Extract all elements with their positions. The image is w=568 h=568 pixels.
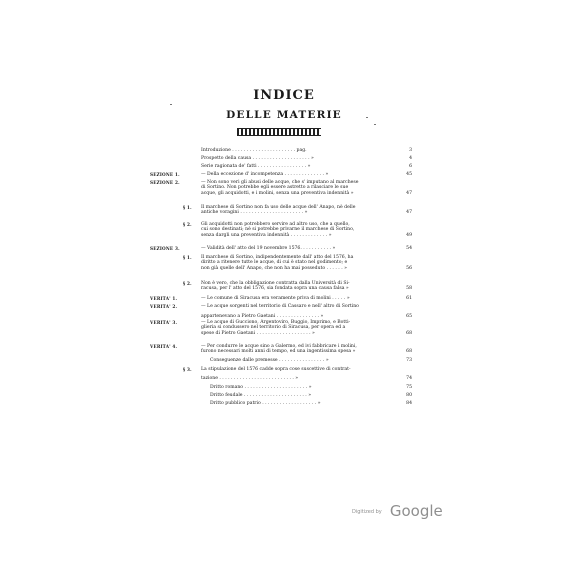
toc-entry [150,255,412,273]
toc-page-number: 80 [406,393,412,398]
watermark-brand: Google [389,502,443,520]
toc-section-label: SEZIONE 1. [150,172,180,177]
toc-section-label: SEZIONE 2. [150,180,180,185]
toc-page-number: 6 [409,164,412,169]
toc-entry-text: glieria si condussero nel territorio di Siracusa, per opera ed a [201,325,346,331]
toc-entry [150,180,412,198]
toc-entry-text: furono necessari molti anni di tempo, ed una ingentissima spesa » [201,349,356,355]
toc-entry-text: acque, gli acquidotti, e i molini, senza una preventiva indennità » [201,190,354,196]
toc-page-number: 75 [406,385,412,390]
toc-page-number: 54 [406,246,412,251]
toc-page-number: 47 [406,210,412,216]
toc-entry [150,367,412,379]
watermark-prefix: Digitized by [352,508,382,515]
page-title: INDICE [253,88,315,103]
toc-entry-text: di Sortino. Non potrebbe egli essere astretto a rilasciare le sue [201,185,349,191]
toc-entry-text: Serie ragionata de' fatti . . . . . . . . . . . . . . . . . » [201,164,311,169]
toc-entry-text: appartenevano a Pietro Gaetani . . . . . . . . . . . . . . . » [201,314,324,319]
google-digitized-watermark [352,501,443,520]
toc-section-label: VERITA' 3. [150,320,178,325]
toc-page-number: 56 [406,265,412,271]
toc-page-number: 3 [409,148,412,153]
toc-entry-text: — Le comune di Siracusa era veramente priva di molini . . . . . » [201,296,350,301]
toc-section-label: SEZIONE 3. [150,246,180,251]
toc-entry-text: tazione . . . . . . . . . . . . . . . . . . . . . . . . . . » [201,376,299,381]
toc-entry [150,344,412,356]
toc-page-number: 65 [406,314,412,319]
toc-section-label: VERITA' 1. [150,296,178,301]
page-subtitle: DELLE MATERIE [226,109,342,121]
toc-entry-text: Dritto pubblico patrio . . . . . . . . . . . . . . . . . . . » [210,401,321,406]
toc-entry-text: Non è vero, che la obbligazione contratta dalla Università di Si- [201,281,350,286]
toc-entry-text: — Le acque di Gucciono, Argentoviro, Buggio, Imprimo, e Botti- [201,320,351,325]
toc-entry [150,222,412,240]
toc-entry-text: racusa, per l' atto del 1576, sia fondata sopra una causa falsa » [201,286,349,292]
toc-entry-text: — Le acque sorgenti nel territorio di Cassaro e nell' altro di Sortino [201,304,359,309]
toc-entry-text: La stipulazione del 1576 cadde sopra cose suscettive di contrat- [201,367,351,372]
toc-entry [150,205,412,217]
toc-section-label: § 2. [183,222,192,227]
toc-entry-text: non già quelle dell' Anapo, che non ha mai posseduto . . . . . . » [201,265,347,271]
toc-page-number: 4 [409,156,412,161]
toc-page-number: 61 [406,296,412,301]
toc-entry-text: antiche voragini . . . . . . . . . . . . . . . . . . . . . . » [201,210,308,216]
toc-entry-text: Prospetto della causa . . . . . . . . . . . . . . . . . . . . » [201,156,314,161]
toc-entry [150,281,412,293]
toc-page-number: 68 [406,349,412,355]
toc-entry-text: Dritto romano . . . . . . . . . . . . . . . . . . . . . . » [210,385,312,390]
toc-entry-text: diritto a ritenere tutte le acque, di cui è stato nel godimento; e [201,260,348,266]
toc-page-number: 73 [406,358,412,363]
toc-entry-text: Il marchese di Sortino non fa uso delle acque dell' Anapo, nè delle [201,205,356,210]
toc-entry-text: Gli acquidotti non potrebbero servire ad altro uso, che a quello, [201,222,350,227]
toc-entry-text: Il marchese di Sortino, indipendentemente dall' atto del 1576, ha [201,255,354,260]
toc-page-number: 47 [406,190,412,196]
toc-section-label: § 2. [183,281,192,286]
toc-page-number: 74 [406,376,412,381]
toc-section-label: VERITA' 4. [150,344,178,349]
toc-page-number: 58 [406,286,412,292]
toc-page-number: 68 [406,330,412,336]
toc-entry-text: — Non sono veri gli abusi delle acque, che s' imputano al marchese [201,180,359,185]
toc-entry-text: cui sono destinati; nè si potrebbe privarne il marchese di Sortino, [201,227,355,233]
toc-entry-text: Dritto feudale . . . . . . . . . . . . . . . . . . . . . . » [210,393,312,398]
toc-entry [150,320,412,338]
toc-page-number: 45 [406,172,412,177]
toc-entry-text: — Per condurre le acque sino a Galermo, ed ivi fabbricare i molini, [201,344,357,349]
toc-entry-text: — Validità dell' atto del 19 novembre 1576. . . . . . . . . . . » [201,246,336,251]
toc-entry-text: Conseguenze dalle premesse . . . . . . . . . . . . . . . . » [210,358,329,363]
toc-entry-text: — Della eccezione d' incompetenza . . . . . . . . . . . . . . » [201,172,329,177]
toc-page-number: 49 [406,232,412,238]
toc-entry-text: Introduzione . . . . . . . . . . . . . . . . . . . . . . pag. [201,148,307,153]
toc-entry-text: spese di Pietro Gaetani . . . . . . . . . . . . . . . . . . . » [201,330,315,336]
toc-section-label: VERITA' 2. [150,304,178,309]
toc-entry [150,304,412,319]
toc-section-label: § 3. [183,367,192,372]
toc-entry-text: senza dargli una preventiva indennità . . . . . . . . . . . . . » [201,232,332,238]
toc-entry [150,401,412,411]
toc-section-label: § 1. [183,205,192,210]
toc-page-number: 84 [406,401,412,406]
toc-section-label: § 1. [183,255,192,260]
